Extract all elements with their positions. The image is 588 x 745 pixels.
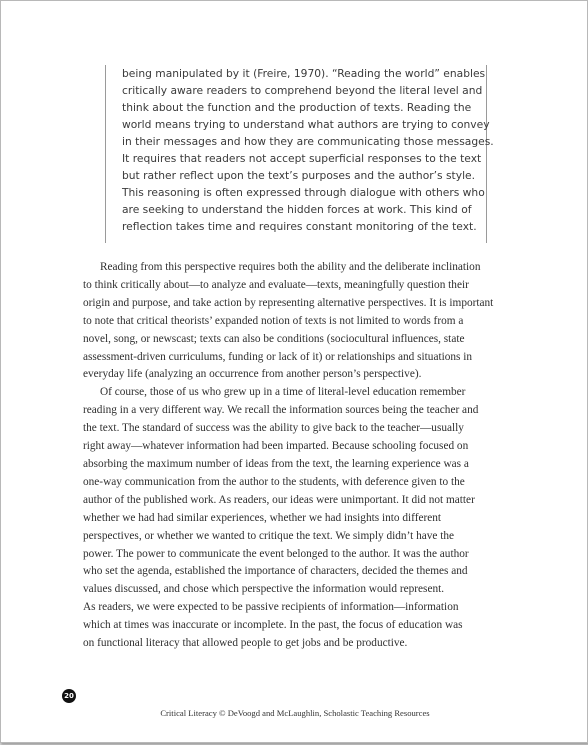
body-text: [83, 259, 513, 653]
quote-line: think about the function and the production of texts. Reading the: [122, 101, 472, 114]
body-line: assessment-driven curriculums, funding or lack of it) or relationships and situations in: [83, 350, 473, 363]
body-line: origin and purpose, and take action by representing alternative perspectives. It is important: [83, 296, 494, 309]
body-line: right away—whatever information had been imparted. Because schooling focused on: [83, 440, 469, 453]
body-line: power. The power to communicate the event belonged to the author. It was the author: [83, 547, 469, 560]
body-line: Of course, those of us who grew up in a time of literal-level education remember: [83, 386, 466, 399]
body-line: one-way communication from the author to the students, with deference given to the: [83, 475, 465, 488]
body-line: to think critically about—to analyze and evaluate—texts, meaningfully question their: [83, 278, 469, 291]
body-line: perspectives, or whether we wanted to critique the text. We simply didn’t have the: [83, 529, 455, 542]
body-line: Reading from this perspective requires both the ability and the deliberate inclination: [83, 261, 481, 273]
quote-line: in their messages and how they are communicating those messages.: [122, 135, 494, 148]
body-line: reading in a very different way. We recall the information sources being the teacher and: [83, 404, 479, 417]
body-line: novel, song, or newscast; texts can also be conditions (sociocultural influences, state: [83, 332, 465, 345]
quote-line: being manipulated by it (Freire, 1970). “Reading the world” enables: [122, 67, 486, 80]
quote-line: It requires that readers not accept superficial responses to the text: [122, 152, 482, 165]
quote-line: are seeking to understand the hidden forces at work. This kind of: [122, 203, 472, 216]
body-line: on functional literacy that allowed people to get jobs and be productive.: [83, 637, 408, 650]
quote-line: This reasoning is often expressed through dialogue with others who: [122, 186, 485, 199]
body-line: author of the published work. As readers, our ideas were unimportant. It did not matter: [83, 493, 475, 506]
body-line: values discussed, and chose which perspective the information would represent.: [83, 583, 445, 596]
body-line: to note that critical theorists’ expanded notion of texts is not limited to words from a: [83, 314, 464, 327]
quote-line: reflection takes time and requires constant monitoring of the text.: [122, 220, 477, 233]
quote-line: critically aware readers to comprehend beyond the literal level and: [122, 84, 483, 97]
body-line: who set the agenda, established the importance of characters, decided the themes and: [83, 565, 468, 578]
body-line: absorbing the maximum number of ideas from the text, the learning experience was a: [83, 457, 469, 470]
page-number-badge: 20: [62, 689, 76, 703]
body-line: whether we had had similar experiences, whether we had insights into different: [83, 511, 442, 524]
body-line: the text. The standard of success was the ability to give back to the teacher—usually: [83, 422, 464, 435]
body-line: everyday life (analyzing an occurrence from another person’s perspective).: [83, 368, 422, 381]
footer-citation: Critical Literacy © DeVoogd and McLaughlin, Scholastic Teaching Resources: [160, 708, 430, 718]
block-quote: [105, 65, 494, 243]
block-quote-text: [122, 65, 494, 235]
quote-line: world means trying to understand what authors are trying to convey: [122, 118, 490, 131]
body-line: As readers, we were expected to be passive recipients of information—information: [83, 601, 459, 614]
quote-line: but rather reflect upon the text’s purposes and the author’s style.: [122, 169, 476, 182]
body-line: which at times was inaccurate or incomplete. In the past, the focus of education was: [83, 619, 463, 632]
